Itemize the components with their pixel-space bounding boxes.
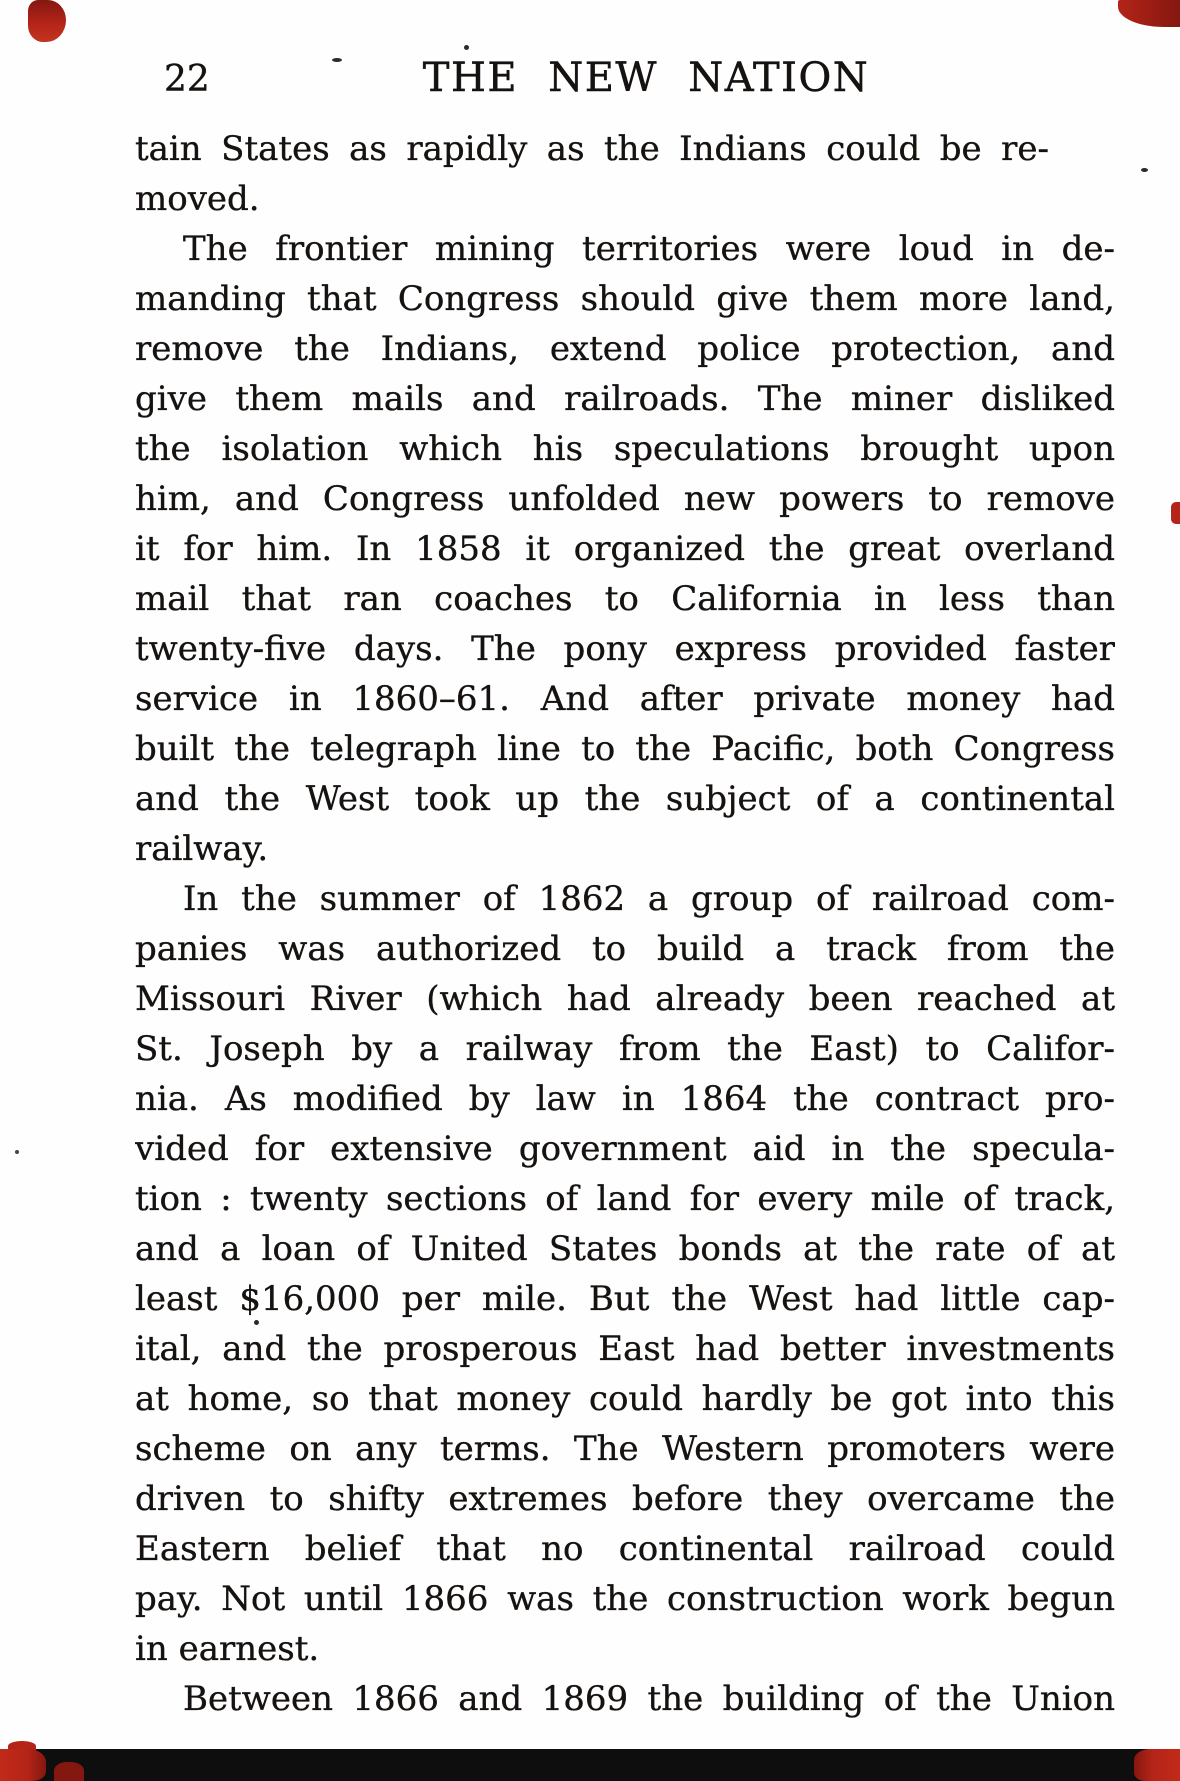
text-line: least $16,000 per mile. But the West had little cap- — [135, 1279, 1115, 1319]
text-line: built the telegraph line to the Pacific, both Congress — [135, 729, 1115, 769]
text-line: driven to shifty extremes before they overcame the — [135, 1479, 1115, 1519]
text-line: twenty-five days. The pony express provided faster — [135, 629, 1115, 669]
text-line: mail that ran coaches to California in less than — [135, 579, 1115, 619]
text-line: manding that Congress should give them more land, — [135, 279, 1115, 319]
scan-speck — [464, 45, 469, 50]
text-line: moved. — [135, 179, 260, 219]
text-line: tain States as rapidly as the Indians could be re- — [135, 129, 1049, 169]
text-line: give them mails and railroads. The miner disliked — [135, 379, 1115, 419]
scan-stain-top-right — [1118, 0, 1180, 27]
scan-bottom-bar — [0, 1749, 1180, 1781]
scan-speck — [1141, 168, 1148, 172]
text-line: tion : twenty sections of land for every mile of track, — [135, 1179, 1115, 1219]
scan-speck — [332, 58, 342, 62]
text-line: scheme on any terms. The Western promoters were — [135, 1429, 1115, 1469]
page-number: 22 — [164, 59, 210, 100]
text-line: remove the Indians, extend police protection, and — [135, 329, 1115, 369]
text-line: him, and Congress unfolded new powers to remove — [135, 479, 1115, 519]
text-line: The frontier mining territories were loud in de- — [183, 229, 1115, 269]
scan-speck — [15, 1150, 19, 1154]
text-line: Missouri River (which had already been reached at — [135, 979, 1115, 1019]
scan-stain-bottom-left — [0, 1749, 46, 1781]
text-line: Eastern belief that no continental railroad could — [135, 1529, 1115, 1569]
body-text — [135, 124, 1115, 1724]
text-line: and a loan of United States bonds at the rate of at — [135, 1229, 1115, 1269]
text-line: vided for extensive government aid in the specula- — [135, 1129, 1115, 1169]
text-line: St. Joseph by a railway from the East) to Califor- — [135, 1029, 1115, 1069]
text-line: ital, and the prosperous East had better investments — [135, 1329, 1115, 1369]
text-line: pay. Not until 1866 was the construction work begun — [135, 1579, 1115, 1619]
text-line: nia. As modified by law in 1864 the contract pro- — [135, 1079, 1115, 1119]
running-title: THE NEW NATION — [422, 55, 870, 101]
scan-speck — [254, 1320, 259, 1325]
scan-stain-bottom-smudge — [54, 1762, 84, 1781]
text-line: panies was authorized to build a track from the — [135, 929, 1115, 969]
text-line: it for him. In 1858 it organized the great overland — [135, 529, 1115, 569]
text-line: the isolation which his speculations brought upon — [135, 429, 1115, 469]
scan-stain-right-edge — [1171, 502, 1180, 524]
text-line: railway. — [135, 829, 269, 869]
text-line: and the West took up the subject of a continental — [135, 779, 1115, 819]
scan-stain-top-left — [28, 0, 66, 42]
text-line: in earnest. — [135, 1629, 320, 1669]
text-line: at home, so that money could hardly be got into this — [135, 1379, 1115, 1419]
scan-stain-bottom-right — [1134, 1749, 1180, 1781]
text-line: In the summer of 1862 a group of railroad com- — [183, 879, 1115, 919]
text-line: Between 1866 and 1869 the building of the Union — [183, 1679, 1115, 1719]
text-line: service in 1860–61. And after private money had — [135, 679, 1115, 719]
